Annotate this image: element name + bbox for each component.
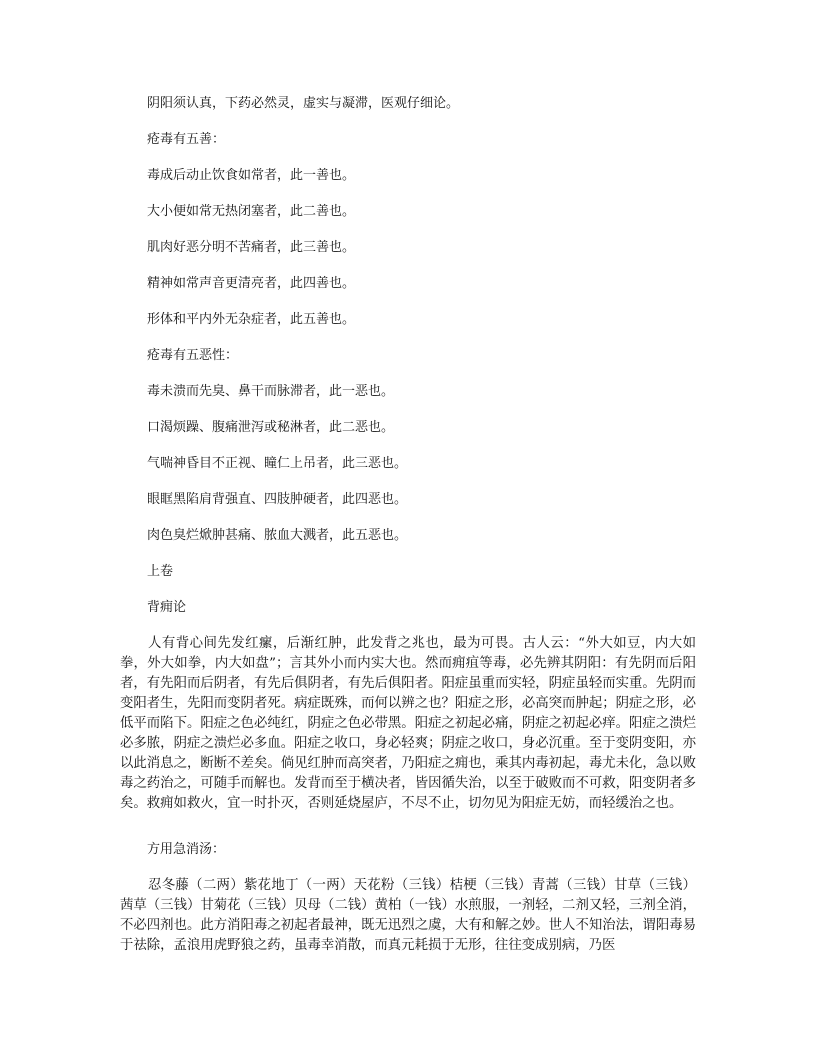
bad-sign-1: 毒未溃而先臭、鼻干而脉滞者，此一恶也。 xyxy=(147,384,395,399)
body-paragraph-back-carbuncle: 人有背心间先发红瘰，后渐红肿，此发背之兆也，最为可畏。古人云：“外大如豆，内大如拳，外大如拳，内大如盘”；言其外小而内实大也。然而痈疽等毒，必先辨其阴阳：有先阴而后阳者，有先阳而后阴者，有先后俱阴者，有先后俱阳者。阳症虽重而实轻，阴症虽轻而实重。先阴而变阳者生，先阳而变阴者死。病症既殊，而何以辨之也？阳症之形，必高突而肿起；阴症之形，必低平而陷下。阳症之色必纯红，阴症之色必带黑。阳症之初起必痛，阴症之初起必痒。阳症之溃烂必多脓，阴症之溃烂必多血。阳症之收口，身必轻爽；阴症之收口，身必沉重。至于变阴变阳，亦以此消息之，断断不差矣。倘见红肿而高突者，乃阳症之痈也，乘其内毒初起，毒尤未化，急以败毒之药治之，可随手而解也。发背而至于横决者，皆因循失治，以至于破败而不可救，阳变阴者多矣。救痈如救火，宜一时扑灭，否则延烧屋庐，不尽不止，切勿见为阳症无妨，而轻缓治之也。 xyxy=(120,636,696,811)
good-sign-3: 肌肉好恶分明不苦痛者，此三善也。 xyxy=(147,240,356,255)
good-sign-1: 毒成后动止饮食如常者，此一善也。 xyxy=(147,168,356,183)
good-sign-5: 形体和平内外无杂症者，此五善也。 xyxy=(147,312,356,327)
verse-line: 阴阳须认真，下药必然灵，虚实与凝滞，医观仔细论。 xyxy=(147,96,460,111)
bad-sign-2: 口渴烦躁、腹痛泄泻或秘淋者，此二恶也。 xyxy=(147,420,395,435)
good-sign-4: 精神如常声音更清亮者，此四善也。 xyxy=(147,276,356,291)
section-heading-five-bad: 疮毒有五恶性： xyxy=(147,348,239,363)
volume-heading: 上卷 xyxy=(147,564,174,579)
bad-sign-5: 肉色臭烂焮肿甚痛、脓血大溅者，此五恶也。 xyxy=(147,528,408,543)
section-heading-five-good: 疮毒有五善： xyxy=(147,132,226,147)
good-sign-2: 大小便如常无热闭塞者，此二善也。 xyxy=(147,204,356,219)
formula-heading: 方用急消汤： xyxy=(147,842,226,857)
bad-sign-3: 气喘神昏目不正视、瞳仁上吊者，此三恶也。 xyxy=(147,456,408,471)
body-paragraph-formula: 忍冬藤（二两）紫花地丁（一两）天花粉（三钱）桔梗（三钱）青蒿（三钱）甘草（三钱）茜草（三钱）甘菊花（三钱）贝母（二钱）黄柏（一钱）水煎服，一剂轻，二剂又轻，三剂全消，不必四剂也。此方消阳毒之初起者最神，既无迅烈之虞，大有和解之妙。世人不知治法，谓阳毒易于祛除，孟浪用虎野狼之药，虽毒幸消散，而真元耗损于无形，往往变成别病，乃医 xyxy=(120,878,696,953)
chapter-title: 背痈论 xyxy=(147,600,187,615)
bad-sign-4: 眼眶黑陷肩背强直、四肢肿硬者，此四恶也。 xyxy=(147,492,408,507)
